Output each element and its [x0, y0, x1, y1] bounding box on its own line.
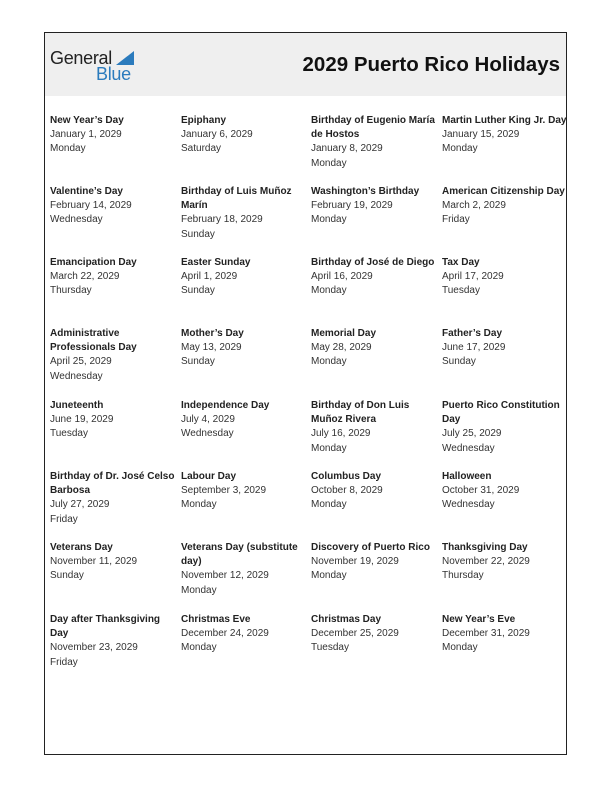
holiday-name: Columbus Day — [311, 471, 382, 482]
holiday-name: Veterans Day — [50, 542, 113, 553]
holiday-weekday: Sunday — [50, 570, 84, 582]
holiday-name: Emancipation Day — [50, 257, 137, 268]
holiday-date: November 19, 2029 — [311, 556, 399, 568]
holiday-item — [311, 399, 437, 456]
holiday-name: Christmas Day — [311, 614, 382, 625]
holiday-date: April 25, 2029 — [50, 356, 112, 368]
holiday-date: February 14, 2029 — [50, 200, 132, 212]
holiday-name: Juneteenth — [50, 400, 104, 411]
holiday-name: Mother’s Day — [181, 328, 244, 339]
holiday-name: Administrative Professionals Day — [50, 328, 137, 354]
holiday-name: Labour Day — [181, 471, 237, 482]
holiday-date: July 4, 2029 — [181, 414, 235, 426]
holiday-name: Easter Sunday — [181, 257, 251, 268]
holiday-item — [442, 399, 568, 456]
holiday-item — [50, 470, 176, 527]
holiday-weekday: Sunday — [181, 228, 215, 240]
holiday-name: Birthday of José de Diego — [311, 257, 435, 268]
holiday-item — [311, 114, 437, 171]
holiday-item — [181, 327, 307, 370]
holiday-item — [50, 613, 176, 670]
holiday-item — [181, 114, 307, 157]
holiday-name: Day after Thanksgiving Day — [50, 614, 161, 640]
holiday-weekday: Monday — [442, 143, 478, 155]
holiday-date: January 15, 2029 — [442, 129, 520, 141]
holiday-date: December 31, 2029 — [442, 628, 530, 640]
holiday-weekday: Wednesday — [181, 428, 234, 440]
holiday-date: November 12, 2029 — [181, 570, 269, 582]
holiday-item — [181, 185, 307, 242]
holiday-item — [181, 256, 307, 299]
holiday-date: April 16, 2029 — [311, 271, 373, 283]
holiday-date: June 19, 2029 — [50, 414, 114, 426]
holiday-date: January 8, 2029 — [311, 143, 383, 155]
holiday-weekday: Wednesday — [50, 370, 103, 382]
holiday-item — [442, 114, 568, 157]
holiday-weekday: Tuesday — [50, 428, 88, 440]
holiday-name: Birthday of Don Luis Muñoz Rivera — [311, 400, 410, 426]
holiday-weekday: Monday — [442, 642, 478, 654]
calendar-page — [44, 32, 567, 755]
holiday-weekday: Monday — [181, 499, 217, 511]
holiday-date: November 23, 2029 — [50, 642, 138, 654]
holiday-date: November 11, 2029 — [50, 556, 138, 568]
holiday-weekday: Sunday — [442, 356, 476, 368]
holiday-item — [442, 470, 568, 513]
holiday-date: July 25, 2029 — [442, 428, 502, 440]
holiday-weekday: Friday — [50, 656, 78, 668]
holiday-weekday: Wednesday — [442, 499, 495, 511]
holiday-date: May 28, 2029 — [311, 342, 372, 354]
holiday-name: Independence Day — [181, 400, 270, 411]
holiday-name: Puerto Rico Constitution Day — [442, 400, 560, 426]
holiday-date: October 8, 2029 — [311, 485, 383, 497]
holiday-item — [311, 613, 437, 656]
holiday-item — [181, 613, 307, 656]
holiday-item — [311, 470, 437, 513]
holiday-name: Martin Luther King Jr. Day — [442, 115, 567, 126]
holiday-name: Birthday of Dr. José Celso Barbosa — [50, 471, 175, 497]
holiday-weekday: Thursday — [50, 285, 92, 297]
holiday-weekday: Monday — [311, 356, 347, 368]
holiday-weekday: Friday — [442, 214, 470, 226]
holiday-item — [50, 185, 176, 228]
holiday-date: January 6, 2029 — [181, 129, 253, 141]
holiday-name: American Citizenship Day — [442, 186, 565, 197]
holiday-item — [442, 327, 568, 370]
holiday-name: Thanksgiving Day — [442, 542, 528, 553]
holiday-name: Epiphany — [181, 115, 227, 126]
holiday-weekday: Monday — [311, 499, 347, 511]
holiday-date: July 27, 2029 — [50, 499, 110, 511]
holiday-weekday: Monday — [50, 143, 86, 155]
holiday-date: February 19, 2029 — [311, 200, 393, 212]
holiday-item — [50, 114, 176, 157]
holiday-item — [181, 470, 307, 513]
holiday-name: Christmas Eve — [181, 614, 251, 625]
holiday-date: May 13, 2029 — [181, 342, 242, 354]
holiday-date: July 16, 2029 — [311, 428, 371, 440]
holiday-item — [311, 327, 437, 370]
generalblue-logo — [50, 48, 140, 84]
holiday-date: June 17, 2029 — [442, 342, 506, 354]
holiday-date: December 25, 2029 — [311, 628, 399, 640]
holiday-name: Valentine’s Day — [50, 186, 123, 197]
holiday-name: Birthday of Luis Muñoz Marín — [181, 186, 292, 212]
holiday-item — [311, 256, 439, 299]
holiday-date: January 1, 2029 — [50, 129, 122, 141]
holiday-item — [311, 185, 437, 228]
holiday-weekday: Wednesday — [50, 214, 103, 226]
holiday-weekday: Friday — [50, 513, 78, 525]
holiday-weekday: Monday — [311, 214, 347, 226]
holiday-date: December 24, 2029 — [181, 628, 269, 640]
holiday-item — [442, 613, 568, 656]
holiday-date: February 18, 2029 — [181, 214, 263, 226]
holiday-weekday: Wednesday — [442, 442, 495, 454]
logo-triangle-icon — [116, 51, 134, 65]
holiday-name: New Year’s Eve — [442, 614, 516, 625]
holiday-weekday: Tuesday — [442, 285, 480, 297]
holiday-name: Father’s Day — [442, 328, 503, 339]
holiday-item — [181, 399, 307, 442]
holiday-date: April 17, 2029 — [442, 271, 504, 283]
holiday-item — [311, 541, 439, 584]
holiday-weekday: Monday — [181, 642, 217, 654]
holiday-name: Discovery of Puerto Rico — [311, 542, 430, 553]
holiday-item — [181, 541, 307, 598]
holiday-name: Halloween — [442, 471, 492, 482]
holiday-date: March 2, 2029 — [442, 200, 506, 212]
holiday-item — [442, 541, 568, 584]
holiday-item — [50, 541, 176, 584]
holiday-weekday: Saturday — [181, 143, 222, 155]
holiday-date: April 1, 2029 — [181, 271, 238, 283]
logo-text-blue: Blue — [96, 64, 131, 84]
page-header — [45, 33, 566, 96]
holiday-weekday: Thursday — [442, 570, 484, 582]
holiday-item — [50, 399, 176, 442]
holiday-weekday: Tuesday — [311, 642, 349, 654]
logo-text-general: General — [50, 48, 112, 68]
holiday-item — [50, 256, 176, 299]
holiday-item — [442, 256, 568, 299]
holiday-weekday: Monday — [311, 157, 347, 169]
holiday-date: September 3, 2029 — [181, 485, 267, 497]
holiday-name: Tax Day — [442, 257, 480, 268]
holiday-weekday: Monday — [311, 285, 347, 297]
holiday-item — [442, 185, 568, 228]
holiday-name: Veterans Day (substitute day) — [181, 542, 298, 568]
holiday-date: October 31, 2029 — [442, 485, 520, 497]
holiday-item — [50, 327, 176, 384]
holiday-weekday: Sunday — [181, 356, 215, 368]
page-title: 2029 Puerto Rico Holidays — [302, 53, 560, 76]
holiday-date: March 22, 2029 — [50, 271, 120, 283]
holiday-name: Birthday of Eugenio María de Hostos — [311, 115, 435, 141]
holiday-name: New Year’s Day — [50, 115, 124, 126]
holiday-weekday: Monday — [181, 584, 217, 596]
holiday-weekday: Monday — [311, 570, 347, 582]
holiday-weekday: Monday — [311, 442, 347, 454]
holiday-weekday: Sunday — [181, 285, 215, 297]
holiday-date: November 22, 2029 — [442, 556, 530, 568]
holiday-name: Washington’s Birthday — [311, 186, 420, 197]
holiday-name: Memorial Day — [311, 328, 377, 339]
